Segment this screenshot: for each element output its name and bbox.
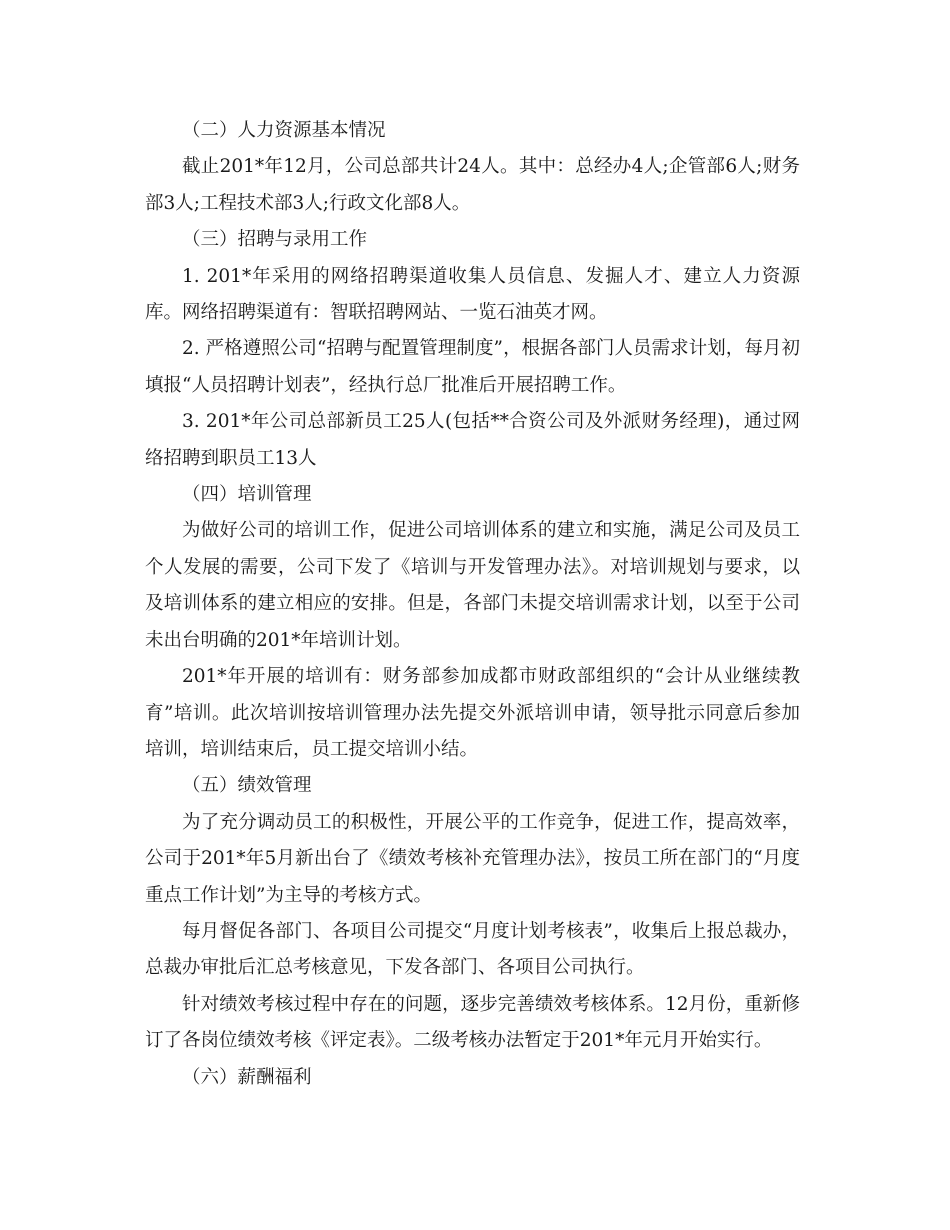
paragraph-recruitment-2: 2. 严格遵照公司“招聘与配置管理制度”，根据各部门人员需求计划，每月初填报“人员招聘计划表”，经执行总厂批准后开展招聘工作。 xyxy=(145,338,800,396)
document-body xyxy=(145,113,800,1096)
heading-recruitment: （三）招聘与录用工作 xyxy=(182,229,368,251)
heading-hr-basic-info: （二）人力资源基本情况 xyxy=(182,120,386,141)
paragraph-training-held: 201*年开展的培训有：财务部参加成都市财政部组织的“会计从业继续教育”培训。此次培训按培训管理办法先提交外派培训申请，领导批示同意后参加培训，培训结束后，员工提交培训小结。 xyxy=(145,666,800,760)
heading-compensation: （六）薪酬福利 xyxy=(182,1066,312,1088)
paragraph-recruitment-3: 3. 201*年公司总部新员工25人(包括**合资公司及外派财务经理)，通过网络招聘到职员工13人 xyxy=(145,411,800,469)
paragraph-performance-policy: 为了充分调动员工的积极性，开展公平的工作竞争，促进工作，提高效率，公司于201*年5月新出台了《绩效考核补充管理办法》，按员工所在部门的“月度重点工作计划”为主导的考核方式。 xyxy=(145,811,800,906)
paragraph-training-policy: 为做好公司的培训工作，促进公司培训体系的建立和实施，满足公司及员工个人发展的需要，公司下发了《培训与开发管理办法》。对培训规划与要求，以及培训体系的建立相应的安排。但是，各部门未提交培训需求计划，以至于公司未出台明确的201*年培训计划。 xyxy=(145,520,800,651)
paragraph-recruitment-1: 1. 201*年采用的网络招聘渠道收集人员信息、发掘人才、建立人力资源库。网络招聘渠道有：智联招聘网站、一览石油英才网。 xyxy=(145,265,800,324)
paragraph-headcount: 截止201*年12月，公司总部共计24人。其中：总经办4人;企管部6人;财务部3人;工程技术部3人;行政文化部8人。 xyxy=(145,156,800,214)
heading-performance: （五）绩效管理 xyxy=(182,775,312,797)
paragraph-performance-monthly: 每月督促各部门、各项目公司提交“月度计划考核表”，收集后上报总裁办，总裁办审批后汇总考核意见，下发各部门、各项目公司执行。 xyxy=(145,920,800,979)
heading-training: （四）培训管理 xyxy=(182,484,312,506)
paragraph-performance-improve: 针对绩效考核过程中存在的问题，逐步完善绩效考核体系。12月份，重新修订了各岗位绩效考核《评定表》。二级考核办法暂定于201*年元月开始实行。 xyxy=(145,993,800,1052)
